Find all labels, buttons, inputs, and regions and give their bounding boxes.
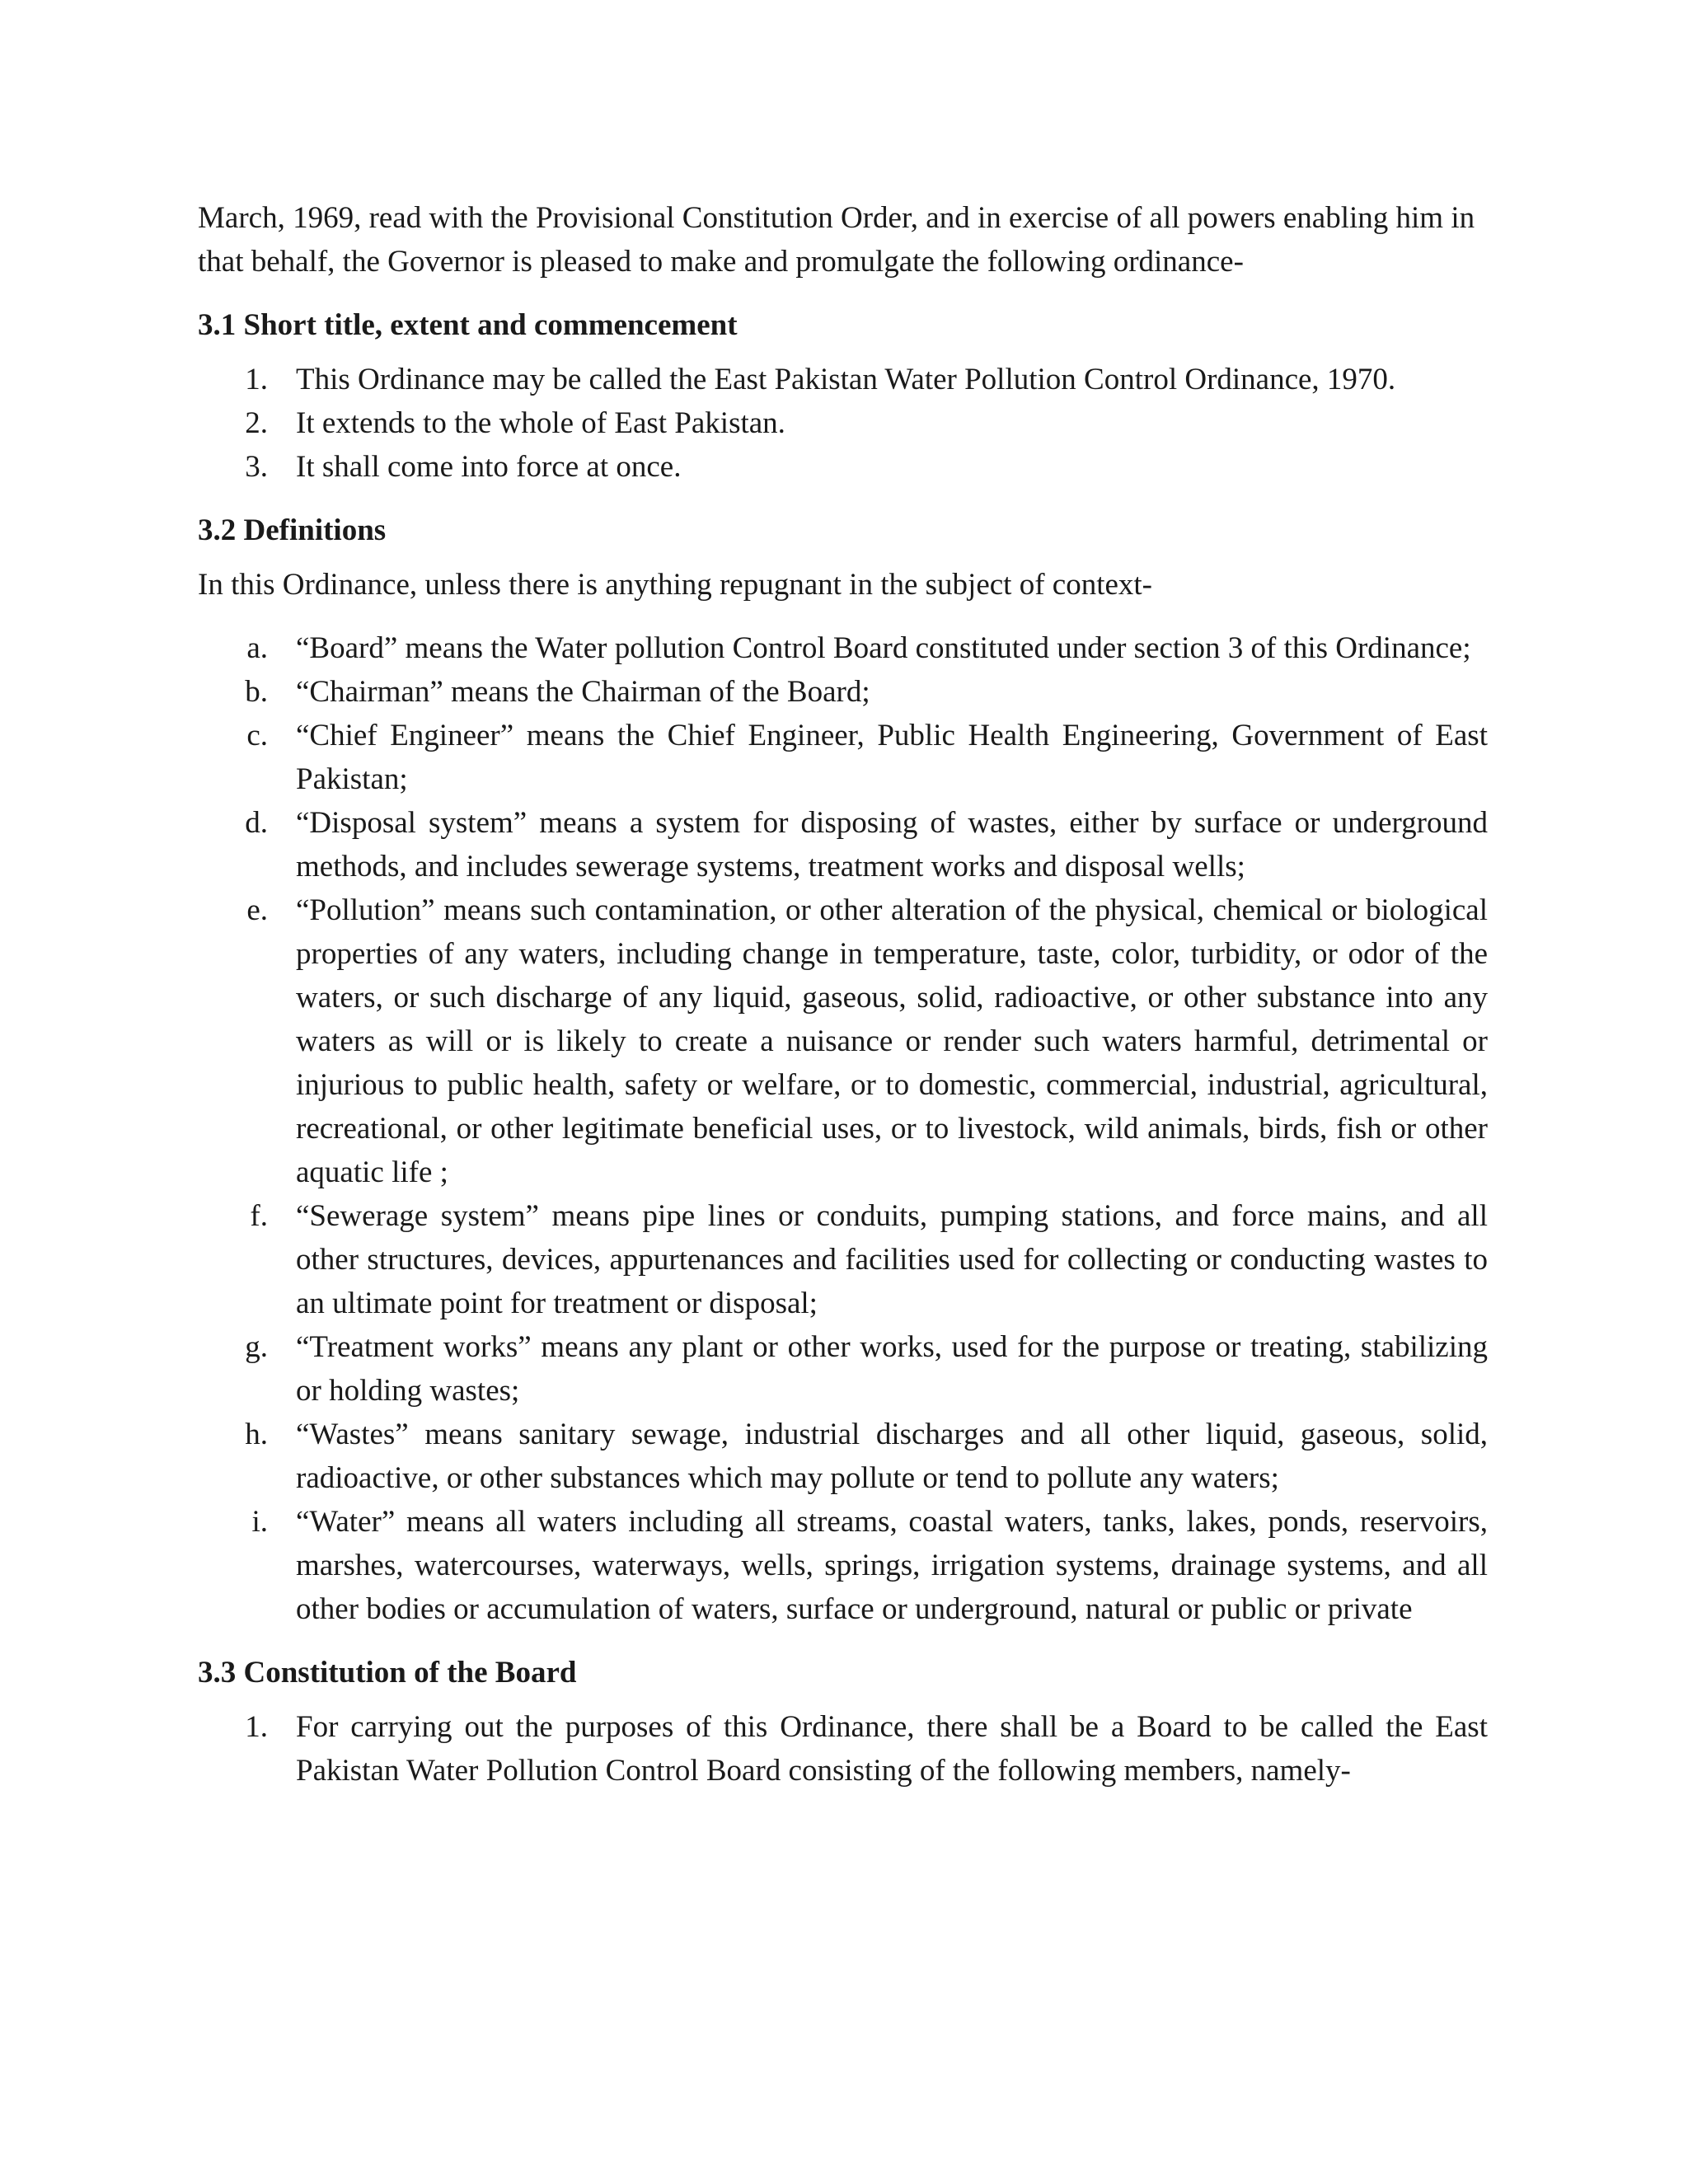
definition-item <box>198 1413 1488 1500</box>
definition-item <box>198 801 1488 888</box>
list-marker: 1. <box>245 363 268 396</box>
definition-item <box>198 714 1488 801</box>
definition-text: “Treatment works” means any plant or other works, used for the purpose or treating, stabilizing or holding wastes; <box>296 1330 1488 1408</box>
list-marker: e. <box>246 893 268 927</box>
list-marker: 2. <box>245 406 268 440</box>
section-3-1 <box>198 303 1488 489</box>
numbered-list <box>198 358 1488 489</box>
list-marker: 3. <box>245 450 268 484</box>
list-marker: h. <box>245 1418 268 1451</box>
intro-paragraph: March, 1969, read with the Provisional Constitution Order, and in exercise of all powers enabling him in that behalf, the Governor is pleased to make and promulgate the following ordinance- <box>198 201 1475 279</box>
numbered-list <box>198 1705 1488 1793</box>
section-heading: 3.2 Definitions <box>198 513 387 547</box>
definition-text: “Water” means all waters including all streams, coastal waters, tanks, lakes, ponds, reservoirs, marshes, watercourses, waterways, wells, springs, irrigation systems, drainage systems, and all other bodies or accumulation of waters, surface or underground, natural or public or private <box>296 1505 1488 1626</box>
list-item-text: It extends to the whole of East Pakistan. <box>296 406 785 440</box>
definition-item <box>198 1325 1488 1413</box>
list-marker: i. <box>251 1505 268 1539</box>
section-3-3 <box>198 1651 1488 1793</box>
document-page <box>198 196 1488 1812</box>
definition-item <box>198 1194 1488 1325</box>
section-heading: 3.1 Short title, extent and commencement <box>198 308 738 342</box>
definition-item <box>198 670 1488 714</box>
list-marker: f. <box>250 1199 268 1233</box>
definition-item <box>198 888 1488 1194</box>
section-lead-paragraph: In this Ordinance, unless there is anything repugnant in the subject of context- <box>198 568 1153 602</box>
list-marker: d. <box>245 806 268 840</box>
list-item <box>198 1705 1488 1793</box>
definition-text: “Pollution” means such contamination, or other alteration of the physical, chemical or biological properties of any waters, including change in temperature, taste, color, turbidity, or odor of the waters, or such discharge of any liquid, gaseous, solid, radioactive, or other substance into any waters as will or is likely to create a nuisance or render such waters harmful, detrimental or injurious to public health, safety or welfare, or to domestic, commercial, industrial, agricultural, recreational, or other legitimate beneficial uses, or to livestock, wild animals, birds, fish or other aquatic life ; <box>296 893 1488 1189</box>
list-marker: g. <box>245 1330 268 1364</box>
list-marker: 1. <box>245 1710 268 1744</box>
list-item <box>198 401 1488 445</box>
section-3-2 <box>198 509 1488 1631</box>
definitions-list <box>198 626 1488 1631</box>
definition-item <box>198 1500 1488 1631</box>
definition-item <box>198 626 1488 670</box>
list-item-text: This Ordinance may be called the East Pakistan Water Pollution Control Ordinance, 1970. <box>296 363 1396 396</box>
list-item <box>198 445 1488 489</box>
definition-text: “Wastes” means sanitary sewage, industrial discharges and all other liquid, gaseous, solid, radioactive, or other substances which may pollute or tend to pollute any waters; <box>296 1418 1488 1495</box>
definition-text: “Sewerage system” means pipe lines or conduits, pumping stations, and force mains, and all other structures, devices, appurtenances and facilities used for collecting or conducting wastes to an ultimate point for treatment or disposal; <box>296 1199 1488 1320</box>
list-marker: a. <box>246 631 268 665</box>
list-item <box>198 358 1488 401</box>
list-item-text: For carrying out the purposes of this Ordinance, there shall be a Board to be called the East Pakistan Water Pollution Control Board consisting of the following members, namely- <box>296 1710 1488 1788</box>
definition-text: “Disposal system” means a system for disposing of wastes, either by surface or underground methods, and includes sewerage systems, treatment works and disposal wells; <box>296 806 1488 883</box>
list-marker: b. <box>245 675 268 709</box>
definition-text: “Board” means the Water pollution Control Board constituted under section 3 of this Ordinance; <box>296 631 1471 665</box>
section-heading: 3.3 Constitution of the Board <box>198 1656 577 1690</box>
list-item-text: It shall come into force at once. <box>296 450 682 484</box>
definition-text: “Chief Engineer” means the Chief Engineer, Public Health Engineering, Government of East Pakistan; <box>296 719 1488 796</box>
list-marker: c. <box>246 719 268 752</box>
definition-text: “Chairman” means the Chairman of the Board; <box>296 675 870 709</box>
